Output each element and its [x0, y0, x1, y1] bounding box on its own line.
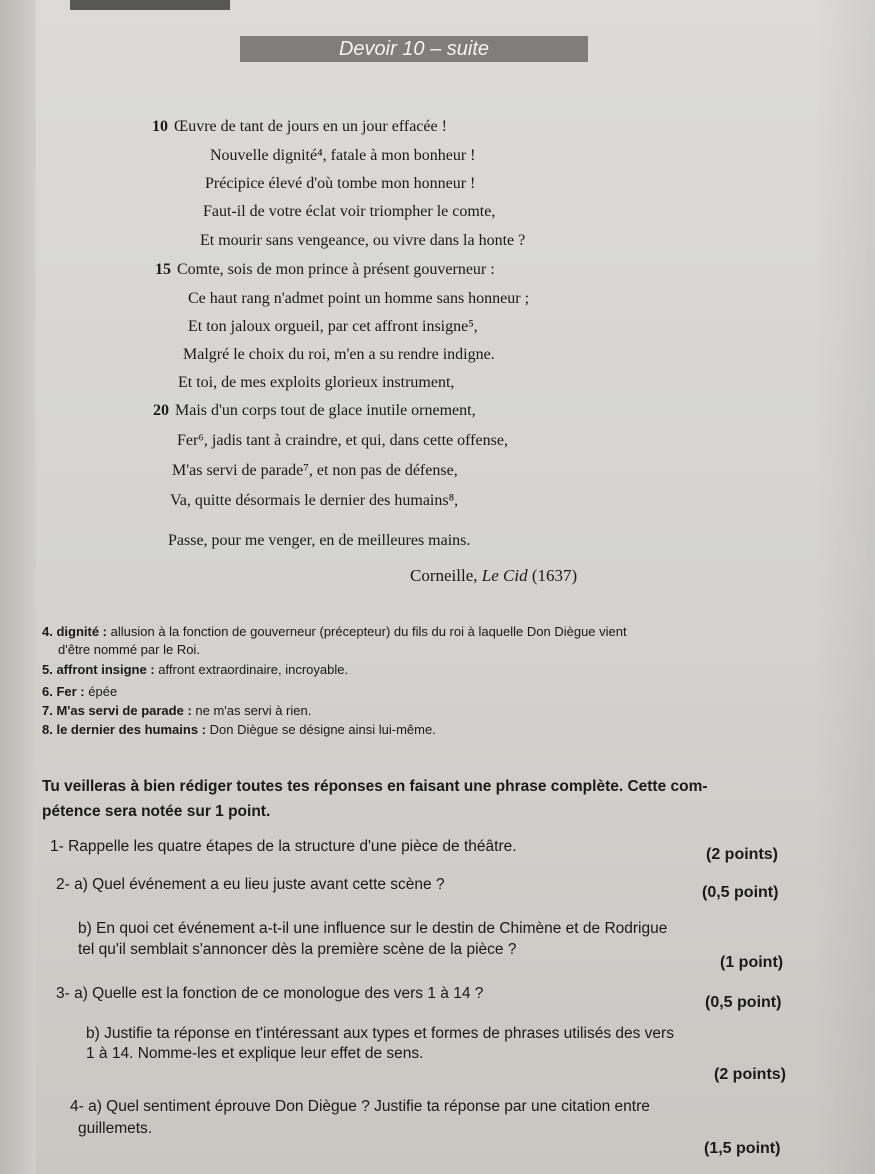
question-2a: 2- a) Quel événement a eu lieu juste avant cette scène ?: [56, 876, 445, 893]
instructions-line-2: pétence sera notée sur 1 point.: [42, 803, 271, 820]
question-2b-points: (1 point): [720, 954, 784, 971]
verse: Et ton jaloux orgueil, par cet affront insigne⁵,: [188, 318, 478, 335]
question-3b-line-1: b) Justifie ta réponse en t'intéressant aux types et formes de phrases utilisés des vers: [86, 1025, 674, 1042]
verse: Et toi, de mes exploits glorieux instrument,: [178, 374, 455, 391]
verse: Nouvelle dignité⁴, fatale à mon bonheur !: [210, 147, 476, 164]
top-strip: [70, 0, 230, 10]
instructions-line-1: Tu veilleras à bien rédiger toutes tes réponses en faisant une phrase complète. Cette com-: [42, 778, 708, 795]
page-edge: [0, 0, 36, 1174]
footnote-4: 4. dignité : allusion à la fonction de gouverneur (précepteur) du fils du roi à laquelle Don Diègue vient: [42, 624, 627, 639]
attribution: Corneille, Le Cid (1637): [410, 566, 578, 585]
verse: Malgré le choix du roi, m'en a su rendre indigne.: [183, 346, 495, 363]
question-3b-points: (2 points): [714, 1066, 786, 1083]
footnote-6: 6. Fer : épée: [42, 684, 118, 699]
verse: 20 Mais d'un corps tout de glace inutile ornement,: [153, 402, 476, 419]
verse: Fer⁶, jadis tant à craindre, et qui, dans cette offense,: [177, 432, 508, 449]
verse: Ce haut rang n'admet point un homme sans honneur ;: [188, 290, 530, 307]
question-4a-points: (1,5 point): [704, 1140, 781, 1157]
verse: Et mourir sans vengeance, ou vivre dans la honte ?: [200, 232, 526, 249]
verse: Précipice élevé d'où tombe mon honneur !: [205, 175, 476, 192]
footnote-5: 5. affront insigne : affront extraordinaire, incroyable.: [42, 662, 349, 677]
verse: Va, quitte désormais le dernier des humains⁸,: [170, 492, 459, 509]
question-1: 1- Rappelle les quatre étapes de la structure d'une pièce de théâtre.: [50, 838, 517, 855]
question-2b-line-1: b) En quoi cet événement a-t-il une influence sur le destin de Chimène et de Rodrigue: [78, 920, 668, 937]
question-2b-line-2: tel qu'il semblait s'annoncer dès la première scène de la pièce ?: [78, 941, 517, 958]
verse: M'as servi de parade⁷, et non pas de défense,: [172, 462, 458, 479]
question-2a-points: (0,5 point): [702, 884, 779, 901]
page-shadow: [815, 0, 875, 1174]
verse: 10 Œuvre de tant de jours en un jour effacée !: [152, 118, 447, 135]
footnote-7: 7. M'as servi de parade : ne m'as servi à rien.: [42, 703, 312, 718]
question-3a: 3- a) Quelle est la fonction de ce monologue des vers 1 à 14 ?: [56, 985, 484, 1002]
page-title: Devoir 10 – suite: [240, 36, 588, 62]
question-4a-line-2: guillemets.: [78, 1120, 153, 1137]
verse: Faut-il de votre éclat voir triompher le comte,: [203, 203, 496, 220]
footnote-8: 8. le dernier des humains : Don Diègue se désigne ainsi lui-même.: [42, 722, 436, 737]
footnote-4-continued: d'être nommé par le Roi.: [58, 642, 200, 657]
question-3b-line-2: 1 à 14. Nomme-les et explique leur effet de sens.: [86, 1045, 424, 1062]
verse: Passe, pour me venger, en de meilleures mains.: [168, 532, 471, 549]
question-3a-points: (0,5 point): [705, 994, 782, 1011]
verse: 15 Comte, sois de mon prince à présent gouverneur :: [155, 261, 495, 278]
question-4a-line-1: 4- a) Quel sentiment éprouve Don Diègue ? Justifie ta réponse par une citation entre: [70, 1098, 650, 1115]
question-1-points: (2 points): [706, 846, 778, 863]
